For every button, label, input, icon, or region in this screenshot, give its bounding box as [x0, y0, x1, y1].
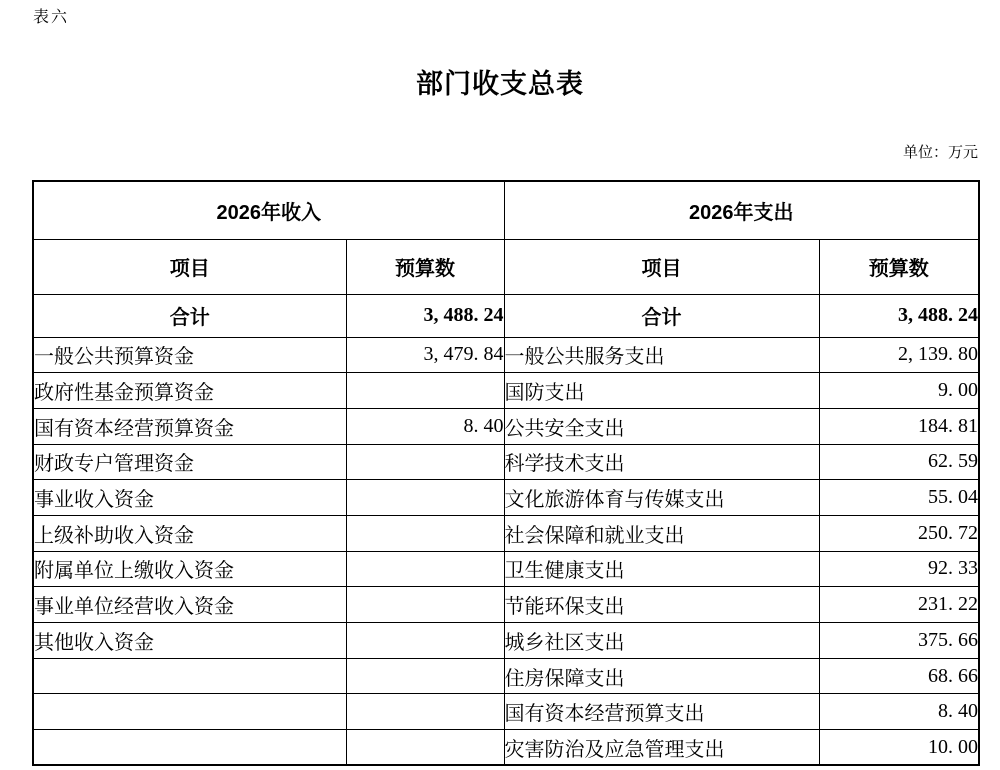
revenue-value-cell — [346, 480, 504, 516]
revenue-value-cell — [346, 730, 504, 766]
revenue-total-value: 3, 488. 24 — [346, 294, 504, 337]
expenditure-value-cell: 9. 00 — [819, 373, 979, 409]
revenue-value-cell — [346, 587, 504, 623]
table-row — [33, 623, 979, 659]
page-title: 部门收支总表 — [416, 69, 584, 99]
revenue-item-cell: 政府性基金预算资金 — [33, 373, 346, 409]
expenditure-item-cell: 节能环保支出 — [504, 587, 819, 623]
unit-note: 单位：万元 — [902, 145, 978, 161]
table-header-row-columns — [33, 239, 979, 294]
expenditure-value-cell: 2, 139. 80 — [819, 337, 979, 373]
expenditure-item-cell: 城乡社区支出 — [504, 623, 819, 659]
table-total-row — [33, 294, 979, 337]
expenditure-total-value: 3, 488. 24 — [819, 294, 979, 337]
table-number-label: 表六 — [33, 9, 70, 26]
expenditure-item-cell: 卫生健康支出 — [504, 551, 819, 587]
revenue-value-cell — [346, 551, 504, 587]
table-row — [33, 373, 979, 409]
expenditure-item-cell: 住房保障支出 — [504, 658, 819, 694]
table-row — [33, 658, 979, 694]
expenditure-value-cell: 10. 00 — [819, 730, 979, 766]
expenditure-item-cell: 灾害防治及应急管理支出 — [504, 730, 819, 766]
revenue-total-label: 合计 — [33, 294, 346, 337]
revenue-item-cell: 其他收入资金 — [33, 623, 346, 659]
expenditure-budget-column-header: 预算数 — [819, 239, 979, 294]
budget-summary-table — [32, 180, 980, 766]
table-row — [33, 515, 979, 551]
table-row — [33, 694, 979, 730]
expenditure-item-cell: 国防支出 — [504, 373, 819, 409]
revenue-value-cell — [346, 444, 504, 480]
table-row — [33, 480, 979, 516]
expenditure-item-cell: 国有资本经营预算支出 — [504, 694, 819, 730]
table-row — [33, 730, 979, 766]
revenue-value-cell: 8. 40 — [346, 408, 504, 444]
revenue-value-cell — [346, 623, 504, 659]
expenditure-total-label: 合计 — [504, 294, 819, 337]
revenue-item-cell — [33, 658, 346, 694]
revenue-value-cell — [346, 515, 504, 551]
revenue-value-cell: 3, 479. 84 — [346, 337, 504, 373]
table-row — [33, 551, 979, 587]
revenue-item-cell — [33, 694, 346, 730]
expenditure-value-cell: 375. 66 — [819, 623, 979, 659]
revenue-value-cell — [346, 658, 504, 694]
revenue-item-cell: 事业收入资金 — [33, 480, 346, 516]
expenditure-item-cell: 文化旅游体育与传媒支出 — [504, 480, 819, 516]
expenditure-value-cell: 62. 59 — [819, 444, 979, 480]
expenditure-group-header: 2026年支出 — [504, 181, 979, 239]
table-row — [33, 408, 979, 444]
revenue-budget-column-header: 预算数 — [346, 239, 504, 294]
revenue-value-cell — [346, 694, 504, 730]
expenditure-item-cell: 一般公共服务支出 — [504, 337, 819, 373]
expenditure-value-cell: 55. 04 — [819, 480, 979, 516]
revenue-item-cell — [33, 730, 346, 766]
revenue-item-cell: 附属单位上缴收入资金 — [33, 551, 346, 587]
expenditure-value-cell: 92. 33 — [819, 551, 979, 587]
table-header-row-groups — [33, 181, 979, 239]
expenditure-value-cell: 68. 66 — [819, 658, 979, 694]
expenditure-value-cell: 184. 81 — [819, 408, 979, 444]
table-row — [33, 337, 979, 373]
expenditure-item-column-header: 项目 — [504, 239, 819, 294]
table-row — [33, 587, 979, 623]
revenue-item-cell: 事业单位经营收入资金 — [33, 587, 346, 623]
expenditure-value-cell: 231. 22 — [819, 587, 979, 623]
expenditure-value-cell: 8. 40 — [819, 694, 979, 730]
expenditure-item-cell: 科学技术支出 — [504, 444, 819, 480]
revenue-item-cell: 财政专户管理资金 — [33, 444, 346, 480]
table-row — [33, 444, 979, 480]
revenue-item-cell: 上级补助收入资金 — [33, 515, 346, 551]
revenue-value-cell — [346, 373, 504, 409]
revenue-item-column-header: 项目 — [33, 239, 346, 294]
expenditure-item-cell: 社会保障和就业支出 — [504, 515, 819, 551]
expenditure-value-cell: 250. 72 — [819, 515, 979, 551]
revenue-item-cell: 一般公共预算资金 — [33, 337, 346, 373]
revenue-group-header: 2026年收入 — [33, 181, 504, 239]
expenditure-item-cell: 公共安全支出 — [504, 408, 819, 444]
revenue-item-cell: 国有资本经营预算资金 — [33, 408, 346, 444]
